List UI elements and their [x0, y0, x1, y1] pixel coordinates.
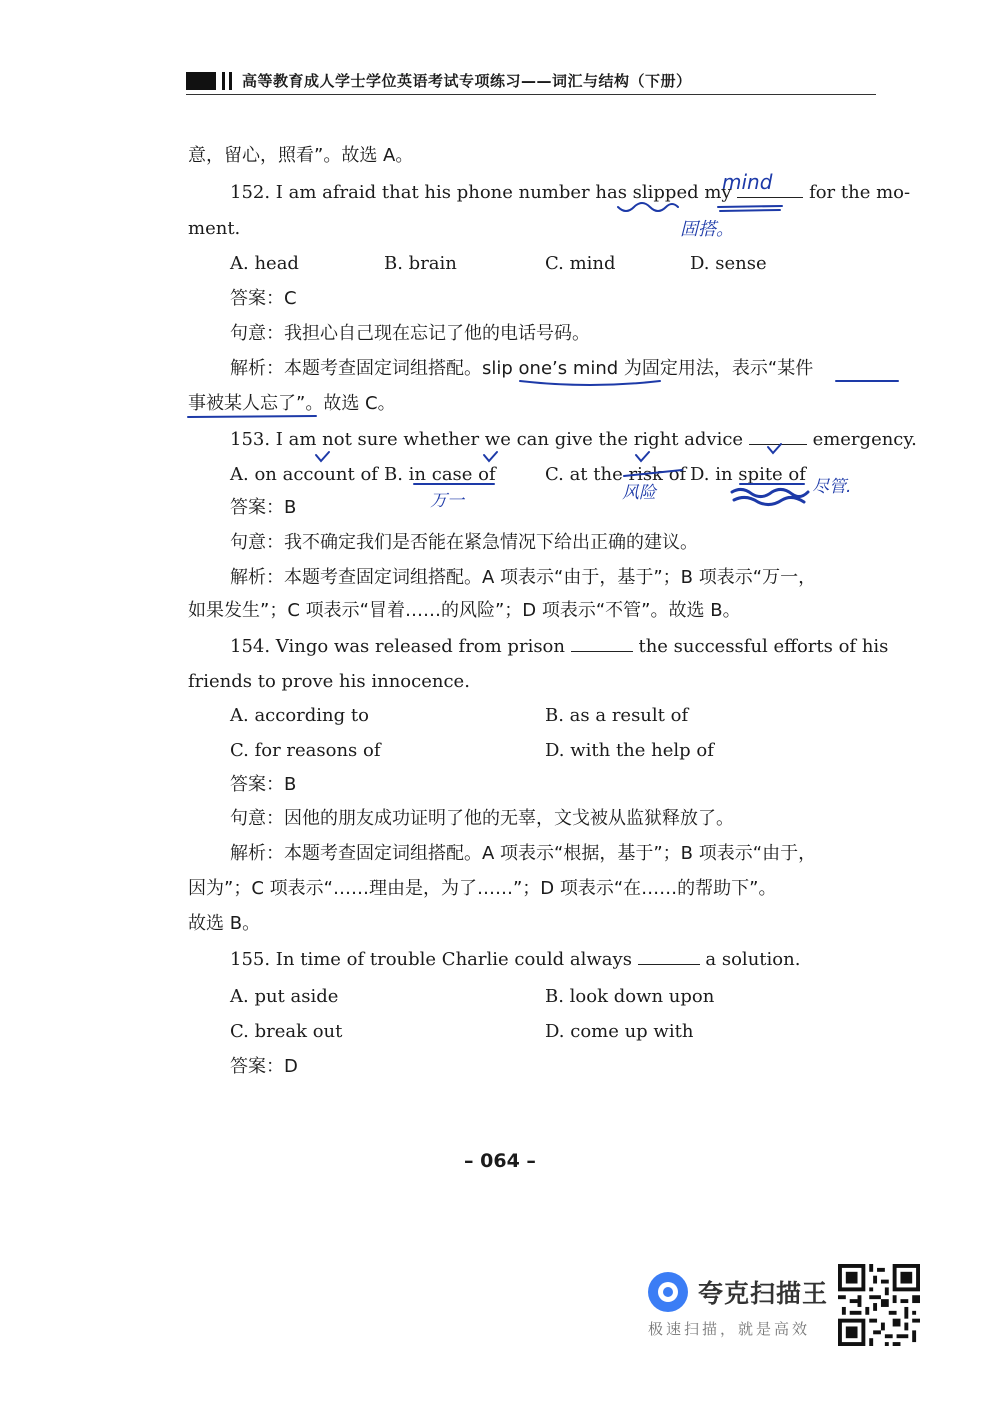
q152-handwritten-note: 固搭。: [680, 219, 734, 240]
q153-meaning: 句意：我不确定我们是否能在紧急情况下给出正确的建议。: [230, 532, 698, 553]
q153-option-b: B. in case of: [384, 464, 496, 485]
q153-stem: [230, 428, 917, 452]
q153-handwritten-b: 万一: [430, 491, 464, 511]
tick-mark: [316, 452, 329, 461]
header-rule: [186, 94, 876, 95]
scanner-logo-icon: [648, 1272, 688, 1312]
qr-code-icon: [838, 1264, 920, 1346]
intro-line: 意，留心，照看”。故选 A。: [188, 145, 414, 166]
q154-blank: [571, 635, 633, 652]
q155-option-d: D. come up with: [545, 1021, 694, 1042]
q152-analysis-line-1: 解析：本题考查固定词组搭配。slip one’s mind 为固定用法，表示“某件: [230, 358, 814, 379]
q155-stem: [230, 948, 800, 972]
header-block-mark: [186, 72, 216, 90]
q153-answer: 答案：B: [230, 497, 297, 518]
q152-meaning: 句意：我担心自己现在忘记了他的电话号码。: [230, 323, 590, 344]
q153-handwritten-d: 尽管.: [812, 477, 852, 497]
q153-option-d: D. in spite of: [690, 464, 806, 485]
watermark-name: 夸克扫描王: [698, 1279, 829, 1308]
q153-stem-part-a: 153. I am not sure whether we can give the right advice: [230, 429, 744, 450]
q152-option-c: C. mind: [545, 253, 616, 274]
q153-analysis-line-2: 如果发生”；C 项表示“冒着……的风险”；D 项表示“不管”。故选 B。: [188, 600, 741, 621]
underline-mind-2: [720, 210, 780, 211]
q152-handwritten-answer: mind: [722, 170, 773, 194]
header-bar-mark: [229, 72, 232, 90]
underline-phrase-2: [188, 416, 316, 417]
q155-option-a: A. put aside: [230, 986, 339, 1007]
page-number: – 064 –: [464, 1150, 536, 1172]
q153-blank: [749, 428, 807, 445]
q153-analysis-line-1: 解析：本题考查固定词组搭配。A 项表示“由于，基于”；B 项表示“万一，: [230, 567, 817, 588]
q152-option-b: B. brain: [384, 253, 457, 274]
q152-answer: 答案：C: [230, 288, 297, 309]
q152-stem-cont: ment.: [188, 218, 241, 239]
underline-slip-ones-mind: [520, 381, 660, 385]
q154-option-c: C. for reasons of: [230, 740, 381, 761]
q153-option-a: A. on account of: [230, 464, 378, 485]
q155-option-c: C. break out: [230, 1021, 343, 1042]
scribble: [732, 489, 808, 504]
q152-option-d: D. sense: [690, 253, 767, 274]
q154-stem: [230, 635, 888, 659]
q154-option-b: B. as a result of: [545, 705, 689, 726]
q155-answer: 答案：D: [230, 1056, 298, 1077]
q155-blank: [638, 948, 700, 965]
q153-option-c: C. at the risk of: [545, 464, 687, 485]
header-title: 高等教育成人学士学位英语考试专项练习——词汇与结构（下册）: [242, 72, 692, 90]
header-bar-mark: [222, 72, 225, 90]
q152-stem-part-a: 152. I am afraid that his phone number has slipped my: [230, 182, 732, 203]
tick-mark: [636, 452, 649, 461]
q154-option-a: A. according to: [230, 705, 369, 726]
q154-option-d: D. with the help of: [545, 740, 714, 761]
tick-mark: [484, 452, 497, 461]
q154-answer: 答案：B: [230, 774, 297, 795]
watermark-slogan: 极速扫描，就是高效: [648, 1320, 811, 1338]
q155-option-b: B. look down upon: [545, 986, 715, 1007]
q154-stem-part-a: 154. Vingo was released from prison: [230, 636, 565, 657]
q155-stem-part-b: a solution.: [705, 949, 801, 970]
q153-stem-part-b: emergency.: [812, 429, 917, 450]
q154-analysis-line-3: 故选 B。: [188, 913, 261, 934]
q153-handwritten-c: 风险: [622, 483, 656, 503]
q152-option-a: A. head: [230, 253, 299, 274]
q154-analysis-line-2: 因为”；C 项表示“……理由是，为了……”；D 项表示“在……的帮助下”。: [188, 878, 777, 899]
q154-stem-cont: friends to prove his innocence.: [188, 671, 470, 692]
underline-mind: [718, 206, 782, 207]
q152-analysis-line-2: 事被某人忘了”。故选 C。: [188, 393, 396, 414]
q152-stem: [230, 181, 910, 205]
running-header: [186, 68, 876, 96]
q152-stem-part-b: for the mo-: [809, 182, 911, 203]
q154-meaning: 句意：因他的朋友成功证明了他的无辜，文戈被从监狱释放了。: [230, 808, 734, 829]
q155-stem-part-a: 155. In time of trouble Charlie could always: [230, 949, 632, 970]
q154-stem-part-b: the successful efforts of his: [638, 636, 889, 657]
q154-analysis-line-1: 解析：本题考查固定词组搭配。A 项表示“根据，基于”；B 项表示“由于，: [230, 843, 817, 864]
